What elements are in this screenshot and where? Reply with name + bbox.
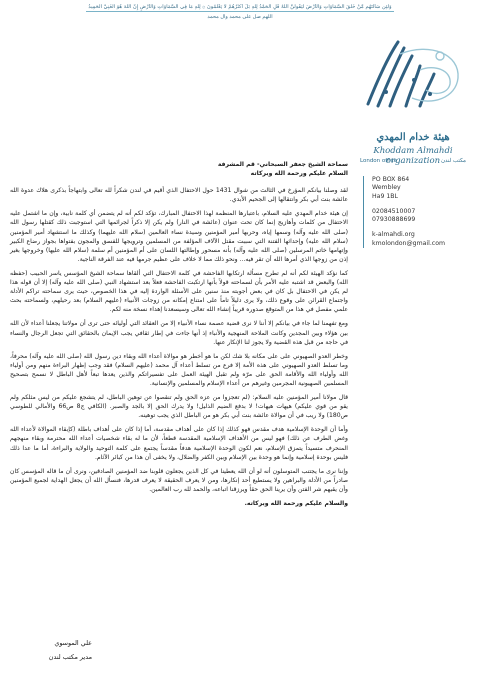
- banner-verse: وَلَئِن سَأَلْتَهُم مَّنْ خَلَقَ السَّمَاوَاتِ وَالْأَرْضَ لَيَقُولُنَّ اللَّهُ قُلِ الْحَمْدُ لِلَّهِ بَلْ أَكْثَرُهُمْ لَا يَعْلَمُونَ ۞ لِلَّهِ مَا فِي السَّمَاوَاتِ وَالْأَرْضِ إِنَّ اللَّهَ هُوَ الْغَنِيُّ الْحَمِيدُ: [86, 4, 394, 12]
- letter-paragraph: وأما أن الوحدة الإسلامية هدف مقدس فهو كذلك إذا كان على أهداف مقدسة، أما إذا كان على أهداف باطلة (كإبقاء الموالاة لأعداء الله وغض الطرف عن ذلك) فهو ليس من الأهداف الإسلامية المقدسة قطعاً، لأن ما له بقاء شخصيات أعداء الله محترمة وبقاء منهجهم المنحرف متسيداً يتمزق الإسلام، نعم لكون الوحدة الإسلامية هدفاً مقدساً يجتمع على كلمة التوحيد والولاية والبراءة، أما ما عدا ذلك فليس بوحدة إسلامية وإنما هو وحدة بين الإسلام وبين الكفر والضلال، ولا يخفى أن هذا من كبائر الآثام.: [10, 426, 348, 461]
- organization-name-english: Khoddam Almahdi organization: [373, 146, 453, 166]
- letter-closing: والسلام عليكم ورحمة الله وبركاته.: [244, 500, 348, 507]
- letter-paragraph: ومع تفهمنا لما جاء في بيانكم إلا أننا لا نرى قضية عصمة نساء الأنبياء إلا من العقائد التي أوليائه حتى ترى أن مولاتنا يجعلنا أعداء لأن الله بين هؤلاء وبين المجدين وكانت الملاحة المنهجية والأنباء إذ أنها جاءت في إطار ثقافي يجب الإيمان بالحقائق التي تجعل الرجال والنساء في حاجة من قبل هذه القضية ولا يجوز لنا الإنكار عنها.: [10, 320, 348, 346]
- address-line: Wembley: [372, 184, 401, 192]
- signatory-title: مدير مكتب لندن: [48, 653, 92, 661]
- calligraphy-banner: [86, 4, 394, 30]
- phone-number: 02084510007: [372, 207, 416, 215]
- phone-number: 07930888699: [372, 216, 416, 224]
- letter-body: [10, 160, 348, 508]
- organization-name-arabic: هيئة خدام المهدي: [376, 132, 450, 143]
- banner-salawat: اللهم صل على محمد وآل محمد: [207, 14, 273, 20]
- website-link[interactable]: k-almahdi.org: [372, 231, 415, 239]
- contact-block: [363, 176, 476, 248]
- office-name-english: London office: [360, 158, 397, 164]
- letter-paragraph: كما نؤكد الهيئة لكم أنه لم تطرح مسألة ارتكابها الفاحشة في كلمة الاحتفال التي ألقاها سماحة الشيخ المؤسس ياسر الحبيب (حفظه الله) والبعض قد اشتبه عليه الأمر بأن لسماحته قولاً بأنها ارتكبت الفاحشة فعلاً بعد استشهاد النبي (صلى الله عليه وآله) إلا أن قوله هذا لم يكن في الاحتفال بل كان في بعض أجوبته منذ سنين على الأسئلة الواردة إليه في هذا الخصوص، حيث يرى سماحته تراكم الأدلة واجتماع القرائن على وقوع ذلك، ولا يرى دليلاً تاماً على امتناع إمكانه من زوجات الأنبياء (عليهم السلام) بعد رحيلهم، ولسماحته بحث علمي مفصل في هذا من المتوقع صدوره قريباً إنشاء الله تعالى وسيسعدنا إهداء نسخة منه لكم.: [10, 269, 348, 314]
- address-line: PO BOX 864: [372, 176, 410, 183]
- office-name-arabic: مكتب لندن: [440, 158, 466, 164]
- office-row: [360, 158, 466, 164]
- letter-paragraph: وإننا نرى ما يجتنب المتوسلون أنه لو أن الله يعطينا في كل الذين يجعلون قلوبنا ضد المؤمنين الصادقين، ونرى أن ما قاله المؤسس كان صادراً من الأدلة والبراهين ولا يستطيع أحد إنكارها، ومن لا يعرف الحقيقة لا يعرف قدرها، فنسأل الله أن يجعل الهداية لجميع المؤمنين وأن يقيهم شر الفتن وأن يرينا الحق حقاً ويرزقنا اتباعه، والحمد لله رب العالمين.: [10, 467, 348, 493]
- letter-paragraph: وخطر العدو الصهيوني على على مكانه بلا شك لكن ما هو أخطر هو موالاة أعداء الله وبقاء دين رسول الله (صلى الله عليه وآله) محرفاً، وما تسلط العدو الصهيوني على هذه الأمة إلا فرع من تسلط أعداء آل محمد (عليهم السلام) فقد وجب إظهار البراءة منهم ومن أولياء الله وأولياء الله والأقامة الحق على مرّه ولم تقبل الهيئة العمل على تفسيراتكم والذين يعدها تبعاً لأهل الباطل لا نسمح بتصحيح المسلمين الصهيونية المجرمين وغيرهم من أعداء الإسلام والمسلمين والإنسانية.: [10, 352, 348, 387]
- letter-paragraph: قال مولانا أمير المؤمنين عليه السلام: (لم تعجزوا من عزه الحق ولم تنقصوا عن توهين الباطل، لم يتشجع عليكم من ليس مثلكم ولم يقو من قوي عليكم) هيهات هيهات! لا بدفع الضيم الذليل! ولا يدرك الحق إلا بالجد والصبر. (الكافي ج8 ص66 والأمالي للطوسي ص180) ولا ريب في أن موالاة عائشة بنت أبي بكر هو من الباطل الذي يجب توهينه.: [10, 394, 348, 420]
- address-line: Ha9 1BL: [372, 192, 398, 200]
- organization-logo-icon: [360, 34, 466, 114]
- letter-paragraph: لقد وصلنا بيانكم المؤرخ في الثالث من شوال 1431 حول الاحتفال الذي أقيم في لندن شكراً لله تعالى وابتهاجاً بذكرى هلاك عدوة الله عائشة بنت أبي بكر وانتقالها إلى الجحيم الأبدي.: [10, 187, 348, 204]
- signature-block: [12, 636, 92, 664]
- email-link[interactable]: kmolondon@gmail.com: [372, 239, 446, 247]
- letter-greeting: السلام عليكم ورحمة الله وبركاته: [250, 170, 348, 178]
- signatory-name: علي الموسوي: [54, 639, 92, 647]
- letter-recipient: سماحة الشيخ جعفر السبحاني- قم المشرفة: [217, 161, 348, 168]
- letter-paragraph: إن هيئة خدام المهدي عليه السلام، باعتبارها المنظمة لهذا الاحتفال المبارك، تؤكد لكم أنه لم يتضمن أي كلمة نابية، وإن ما اشتمل عليه الاحتفال من كلمات وأهازيج إنما كان تحت عنوان (عائشة في النار) ولم يكن إلا ذكراً لجرائمها التي استوجبت ذلك كقتلها رسول الله (صلى الله عليه وآله) وسمها إياه، وحربها أمير المؤمنين وسيدة نساء العالمين (سلام الله عليهما) وكذلك ما استشهاد أمير المؤمنين (سلام الله عليه) وإحداثها الفتنة التي سببت مقتل الآلاف المؤلفة من المسلمين وترويجها للفسق والمجون بفتواها بجواز رضاع الكبير وإتهامها خاتم المرسلين (صلى الله عليه وآله) بأنه مسحور وإطالتها اللسان على أم المؤمنين أم سلمة (سلام الله عليها) وخروجها بغير إذن من زوجها الذي أمرها الله أن تقر فيه... ونحو ذلك مما لا خلاف على عظيم جرمها فيه عند الفرقة الناجية.: [10, 210, 348, 263]
